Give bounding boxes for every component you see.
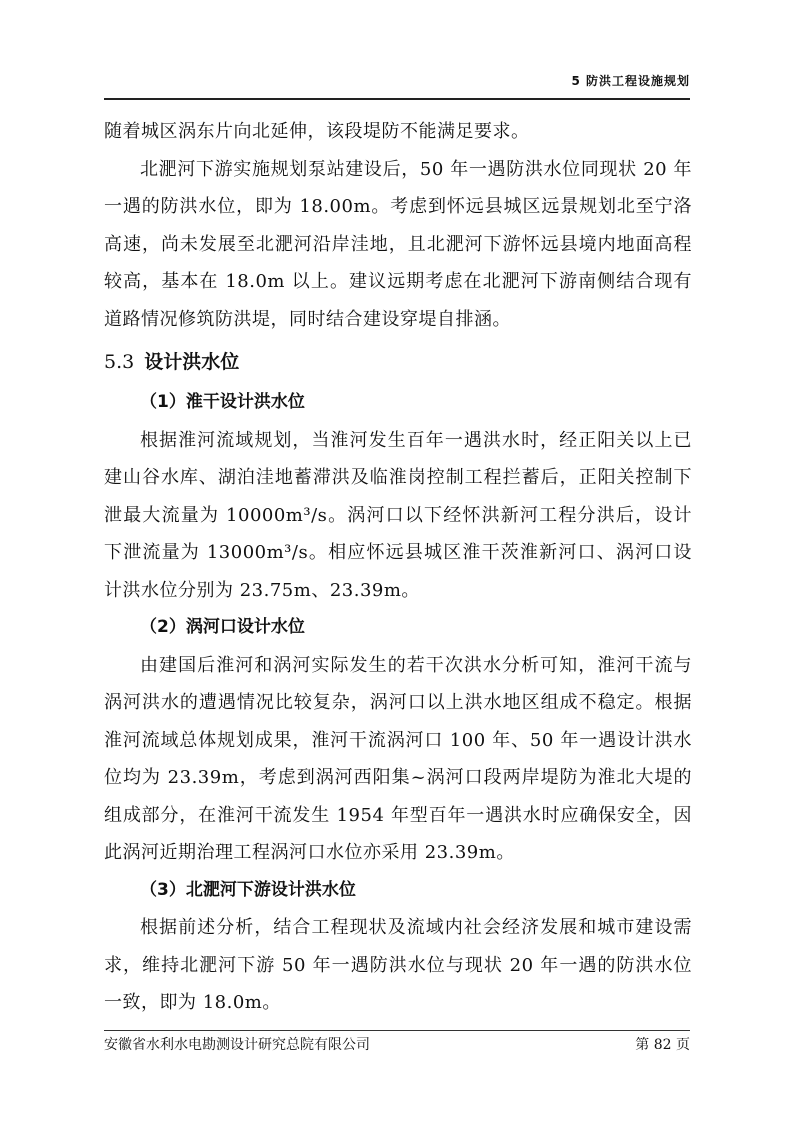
subheading-beifei: （3）北淝河下游设计洪水位 — [140, 879, 356, 900]
paragraph-continuation: 随着城区涡东片向北延伸，该段堤防不能满足要求。 — [104, 121, 530, 142]
page-header: 5 防洪工程设施规划 — [571, 74, 690, 88]
section-title: 设计洪水位 — [144, 351, 240, 373]
page-content — [104, 113, 692, 1022]
subheading-huaigan: （1）淮干设计洪水位 — [140, 392, 305, 412]
paragraph-beifei: 根据前述分析，结合工程现状及流域内社会经济发展和城市建设需求，维持北淝河下游 50 年一遇防洪水位与现状 20 年一遇的防洪水位一致，即为 18.0m。 — [104, 917, 692, 1013]
paragraph-huaigan: 根据淮河流域规划，当淮河发生百年一遇洪水时，经正阳关以上已建山谷水库、湖泊洼地蓄滞洪及临淮岗控制工程拦蓄后，正阳关控制下泄最大流量为 10000m³/s。涡河口以下经怀洪新河工程分洪后，设计下泄流量为 13000m³/s。相应怀远县城区淮干茨淮新河口、涡河口设计洪水位分别为 23.75m、23.39m。 — [104, 429, 692, 601]
section-number: 5.3 — [104, 351, 135, 373]
footer-page-number: 第 82 页 — [635, 1037, 690, 1053]
paragraph-guohekou: 由建国后淮河和涡河实际发生的若干次洪水分析可知，淮河干流与涡河洪水的遭遇情况比较复杂，涡河口以上洪水地区组成不稳定。根据淮河流域总体规划成果，淮河干流涡河口 100 年、50 年一遇设计洪水位均为 23.39m，考虑到涡河西阳集~涡河口段两岸堤防为淮北大堤的组成部分，在淮河干流发生 1954 年型百年一遇洪水时应确保安全，因此涡河近期治理工程涡河口水位亦采用 23.39m。 — [104, 654, 692, 863]
footer-organization: 安徽省水利水电勘测设计研究总院有限公司 — [104, 1037, 370, 1053]
subheading-guohekou: （2）涡河口设计水位 — [140, 617, 305, 637]
footer-rule — [104, 1030, 690, 1031]
paragraph-beifei-pump: 北淝河下游实施规划泵站建设后，50 年一遇防洪水位同现状 20 年一遇的防洪水位，即为 18.00m。考虑到怀远县城区远景规划北至宁洛高速，尚未发展至北淝河沿岸洼地，且北淝河下游怀远县境内地面高程较高，基本在 18.0m 以上。建议远期考虑在北淝河下游南侧结合现有道路情况修筑防洪堤，同时结合建设穿堤自排涵。 — [104, 158, 692, 330]
header-rule — [104, 98, 690, 100]
page-footer — [104, 1034, 690, 1054]
section-heading — [104, 342, 692, 382]
